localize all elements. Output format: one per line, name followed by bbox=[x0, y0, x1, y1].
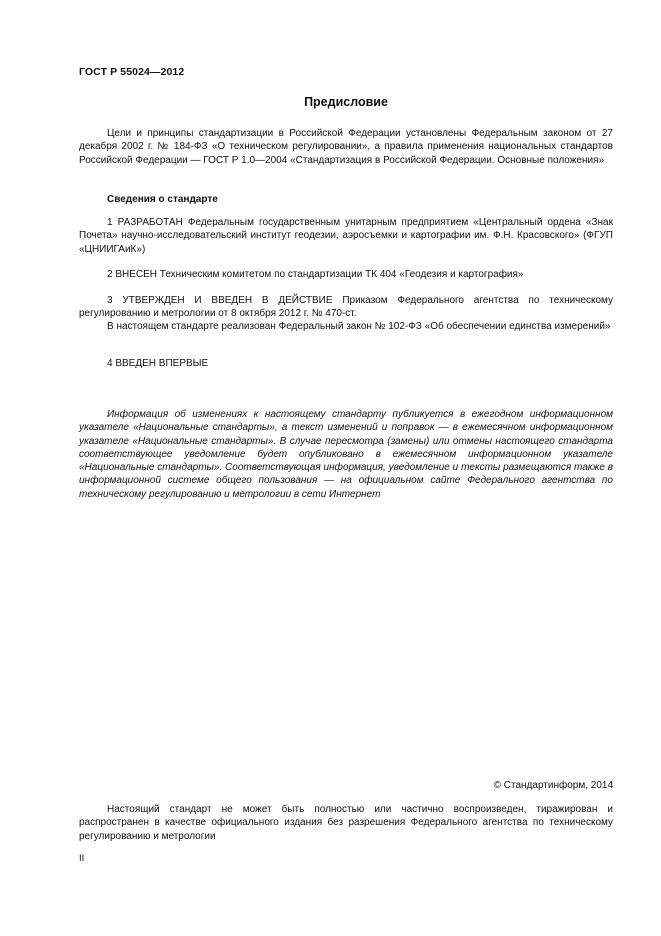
item-first-introduced: 4 ВВЕДЕН ВПЕРВЫЕ bbox=[107, 358, 209, 369]
copyright: © Стандартинформ, 2014 bbox=[493, 780, 613, 791]
item-approved-note: В настоящем стандарте реализован Федеральный закон № 102-ФЗ «Об обеспечении единства измерений» bbox=[107, 321, 611, 332]
info-notice: Информация об изменениях к настоящему стандарту публикуется в ежегодном информационном указателе «Национальные стандарты», а текст изменений и поправок — в ежемесячном информационном указателе «Национальные стандарты». В случае пересмотра (замены) или отмены настоящего стандарта соответствующее уведомление будет опубликовано в ежемесячном информационном указателе «Национальные стандарты». Соответствующая информация, уведомление и тексты размещаются также в информационной системе общего пользования — на официальном сайте Федерального агентства по техническому регулированию и метрологии в сети Интернет bbox=[79, 409, 613, 500]
item-introduced: 2 ВНЕСЕН Техническим комитетом по стандартизации ТК 404 «Геодезия и картография» bbox=[107, 269, 524, 280]
item-developed: 1 РАЗРАБОТАН Федеральным государственным унитарным предприятием «Центральный ордена «Знак Почета» научно-исследовательский институт геодезии, аэросъемки и картографии им. Ф.Н. Красовского» (ФГУП «ЦНИИГАиК») bbox=[79, 217, 613, 255]
reproduction-notice: Настоящий стандарт не может быть полностью или частично воспроизведен, тиражирован и распространен в качестве официального издания без разрешения Федерального агентства по техническому регулированию и метрологии bbox=[79, 804, 613, 842]
item-approved: 3 УТВЕРЖДЕН И ВВЕДЕН В ДЕЙСТВИЕ Приказом Федерального агентства по техническому регулированию и метрологии от 8 октября 2012 г. № 470-ст. bbox=[79, 295, 613, 320]
page-title: Предисловие bbox=[304, 95, 388, 109]
page-number: II bbox=[79, 853, 85, 864]
section-heading: Сведения о стандарте bbox=[107, 194, 218, 205]
document-header: ГОСТ Р 55024—2012 bbox=[79, 66, 185, 78]
intro-paragraph: Цели и принципы стандартизации в Российской Федерации установлены Федеральным законом от 27 декабря 2002 г. № 184-ФЗ «О техническом регулировании», а правила применения национальных стандартов Российской Федерации — ГОСТ Р 1.0—2004 «Стандартизация в Российской Федерации. Основные положения» bbox=[79, 128, 613, 166]
